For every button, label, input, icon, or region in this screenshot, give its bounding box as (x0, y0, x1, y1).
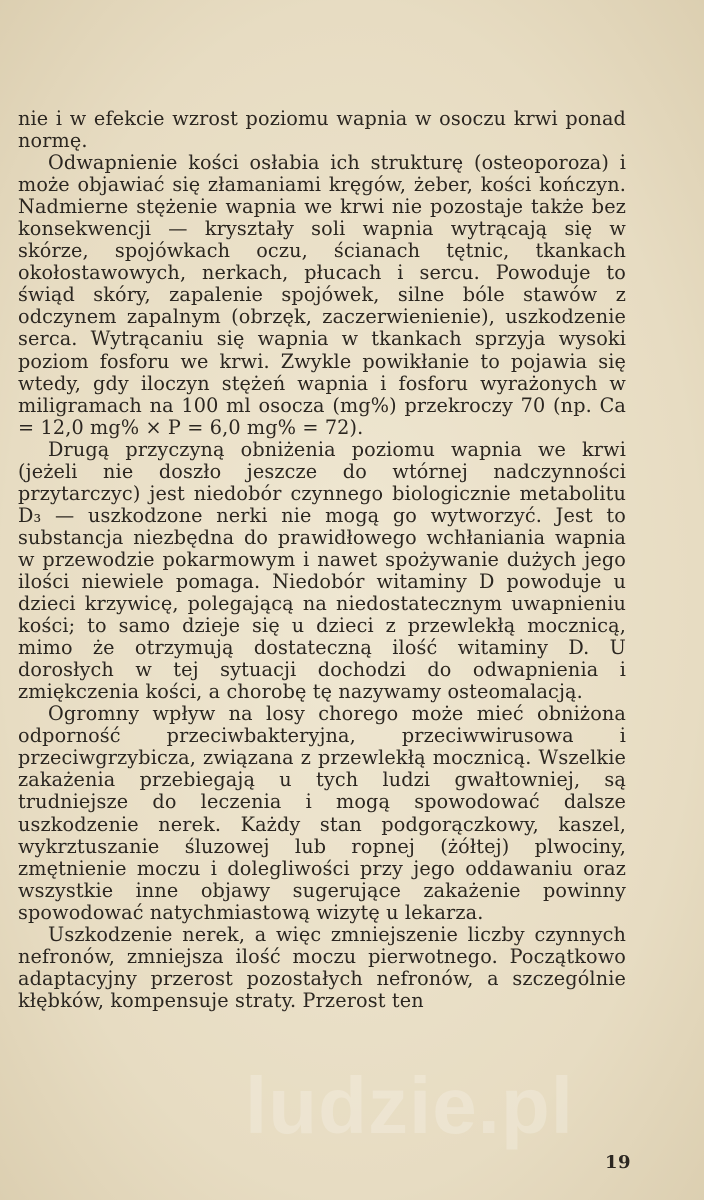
paragraph-immunity: Ogromny wpływ na losy chorego może mieć obniżona odporność przeciwbakteryjna, przeciwwirusowa i przeciwgrzybicza, związana z przewlekłą mocznicą. Wszelkie zakażenia przebiegają u tych ludzi gwałtowniej, są trudniejsze do leczenia i mogą spowodować dalsze uszkodzenie nerek. Każdy stan podgorączkowy, kaszel, wykrztuszanie śluzowej lub ropnej (żółtej) plwociny, zmętnienie moczu i dolegliwości przy jego oddawaniu oraz wszystkie inne objawy sugerujące zakażenie powinny spowodować natychmiastową wizytę u lekarza. (18, 702, 626, 924)
paragraph-nephrons: Uszkodzenie nerek, a więc zmniejszenie liczby czynnych nefronów, zmniejsza ilość moczu pierwotnego. Początkowo adaptacyjny przerost pozostałych nefronów, a szczególnie kłębków, kompensuje straty. Przerost ten (18, 922, 626, 1012)
page-number: 19 (605, 1152, 632, 1173)
paragraph-continued: nie i w efekcie wzrost poziomu wapnia w osoczu krwi ponad normę. (18, 107, 626, 153)
paragraph-vitamin-d: Drugą przyczyną obniżenia poziomu wapnia we krwi (jeżeli nie doszło jeszcze do wtórnej nadczynności przytarczyc) jest niedobór czynnego biologicznie metabolitu D₃ — uszkodzone nerki nie mogą go wytworzyć. Jest to substancja niezbędna do prawidłowego wchłaniania wapnia w przewodzie pokarmowym i nawet spożywanie dużych jego ilości niewiele pomaga. Niedobór witaminy D powoduje u dzieci krzywicę, polegającą na niedostatecznym uwapnieniu kości; to samo dzieje się u dzieci z przewlekłą mocznicą, mimo że otrzymują dostateczną ilość witaminy D. U dorosłych w tej sytuacji dochodzi do odwapnienia i zmiękczenia kości, a chorobę tę nazywamy osteomalacją. (18, 437, 626, 704)
body-text (18, 108, 626, 1012)
watermark: ludzie.pl (245, 1061, 574, 1150)
paragraph-decalcification: Odwapnienie kości osłabia ich strukturę (osteoporoza) i może objawiać się złamaniami kręgów, żeber, kości kończyn. Nadmierne stężenie wapnia we krwi nie pozostaje także bez konsekwencji — kryształy soli wapnia wytrącają się w skórze, spojówkach oczu, ścianach tętnic, tkankach okołostawowych, nerkach, płucach i sercu. Powoduje to świąd skóry, zapalenie spojówek, silne bóle stawów z odczynem zapalnym (obrzęk, zaczerwienienie), uszkodzenie serca. Wytrącaniu się wapnia w tkankach sprzyja wysoki poziom fosforu we krwi. Zwykle powikłanie to pojawia się wtedy, gdy iloczyn stężeń wapnia i fosforu wyrażonych w miligramach na 100 ml osocza (mg%) przekroczy 70 (np. Ca = 12,0 mg% × P = 6,0 mg% = 72). (18, 151, 626, 439)
